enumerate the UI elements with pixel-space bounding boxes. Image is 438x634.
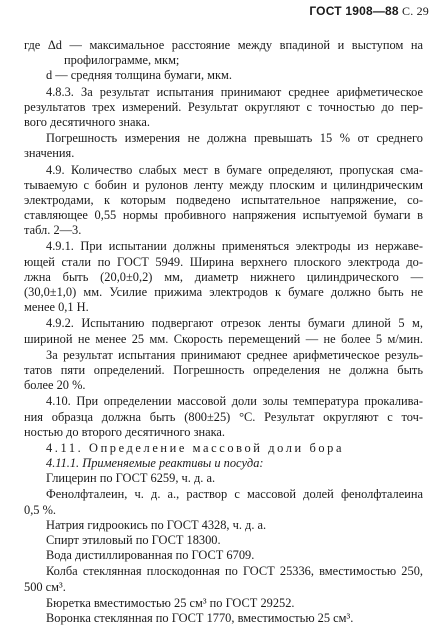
text-line: значения. [24, 146, 75, 161]
text-line: 4.9. Количество слабых мест в бумаге определяют, пропуская сма- [46, 162, 423, 177]
text-line: вого десятичного знака. [24, 114, 150, 129]
text-line: электродами, к которым подведено испытательное напряжение, со- [24, 192, 423, 207]
text-line: Бюретка вместимостью 25 см³ по ГОСТ 29252. [46, 595, 295, 610]
standard-number: ГОСТ 1908—88 [309, 4, 399, 18]
text-line: Колба стеклянная плоскодонная по ГОСТ 25336, вместимостью 250, [46, 564, 423, 579]
text-line: профилограмме, мкм; [64, 53, 180, 68]
text-line: результатов трех измерений. Результат округляют с точностью до пер- [24, 99, 423, 114]
text-line: 500 см³. [24, 579, 66, 594]
text-line: d — средняя толщина бумаги, мкм. [46, 68, 232, 83]
text-line: менее 0,1 Н. [24, 300, 89, 315]
text-line: Вода дистиллированная по ГОСТ 6709. [46, 548, 255, 563]
subsection-heading: 4.11.1. Применяемые реактивы и посуда: [46, 456, 264, 471]
text-line: ния образца должна быть (800±25) °С. Результат округляют с точ- [24, 409, 423, 424]
text-line: 4.10. При определении массовой доли золы температура прокалива- [46, 394, 423, 409]
text-line: шириной не менее 25 мм. Скорость перемещений — не более 5 м/мин. [24, 331, 423, 346]
text-line: 4.8.3. За результат испытания принимают среднее арифметическое [46, 84, 423, 99]
text-line: табл. 2—3. [24, 223, 82, 238]
text-line: татов пяти определений. Погрешность определения не должна быть [24, 362, 423, 377]
text-line: (30,0±1,0) мм. Усилие прижима электродов к бумаге должно быть не [24, 285, 423, 299]
text-line: более 20 %. [24, 378, 86, 393]
section-heading: 4.11. Определение массовой доли бора [46, 440, 345, 455]
text-line: тываемую с бобин и рулонов ленту между плоским и цилиндрическим [24, 177, 423, 192]
text-line: 4.9.1. При испытании должны применяться электроды из нержаве- [46, 239, 423, 254]
text-line: где Δd — максимальное расстояние между впадиной и выступом на [24, 38, 423, 52]
text-line: лжна быть (20,0±0,2) мм, диаметр нижнего цилиндрического — [24, 269, 423, 284]
text-line: За результат испытания принимают среднее арифметическое резуль- [46, 347, 423, 362]
text-line: Фенолфталеин, ч. д. а., раствор с массовой долей фенолфталеина [46, 487, 423, 502]
text-line: ставляющее 0,55 нормы пробивного напряжения испытуемой бумаги в [24, 208, 423, 223]
text-line: Погрешность измерения не должна превышать 15 % от среднего [46, 131, 423, 146]
text-line: Глицерин по ГОСТ 6259, ч. д. а. [46, 471, 216, 486]
text-line: 4.9.2. Испытанию подвергают отрезок ленты бумаги длиной 5 м, [46, 316, 423, 331]
text-line: Воронка стеклянная по ГОСТ 1770, вместимостью 25 см³. [46, 610, 354, 625]
page-number: С. 29 [401, 4, 429, 18]
text-line: ющей стали по ГОСТ 5949. Ширина верхнего плоского электрода до- [24, 254, 423, 269]
text-line: Натрия гидроокись по ГОСТ 4328, ч. д. а. [46, 517, 267, 532]
page-header [0, 4, 429, 19]
text-line: 0,5 %. [24, 502, 57, 517]
text-line: ностью до второго десятичного знака. [24, 424, 226, 439]
text-line: Спирт этиловый по ГОСТ 18300. [46, 533, 221, 547]
document-body [24, 38, 423, 626]
